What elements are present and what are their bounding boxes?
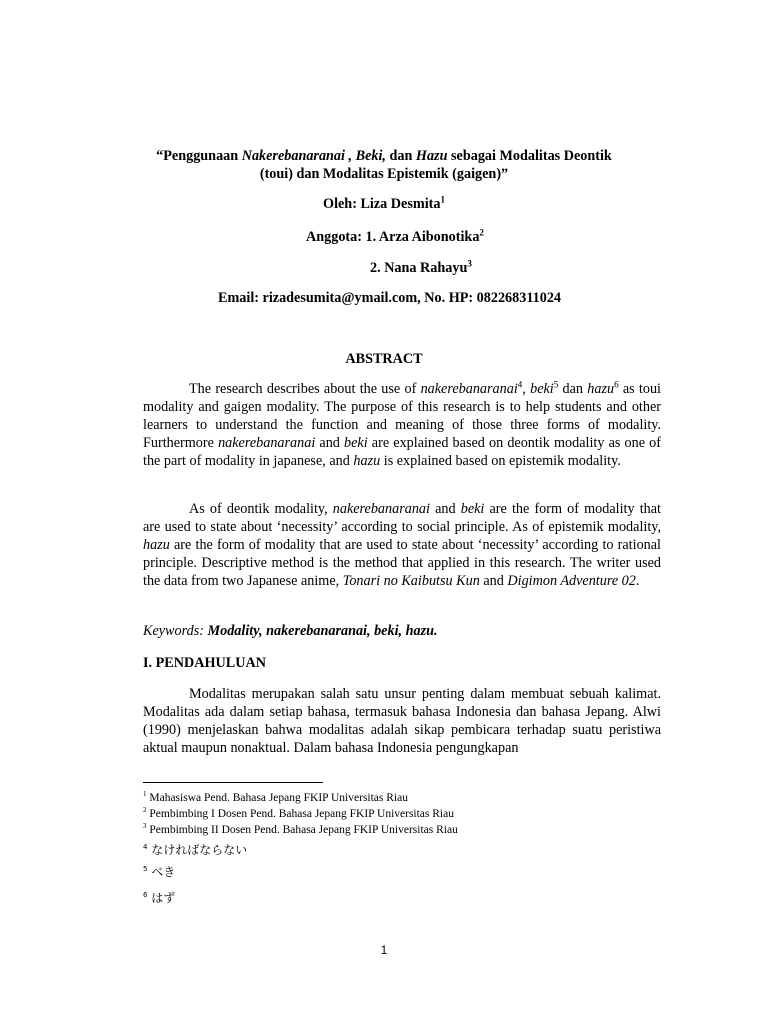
anime-title-2: Digimon Adventure 02	[507, 573, 636, 589]
term-hazu: hazu	[143, 537, 170, 553]
member-1-footnote-ref: 2	[479, 227, 484, 238]
text-run: and	[429, 501, 461, 517]
footnote-text: なければならない	[147, 843, 248, 857]
term-nakerebanaranai: nakerebanaranai	[332, 501, 430, 517]
author-line	[0, 195, 768, 213]
term-nakerebanaranai: nakerebanaranai	[420, 381, 518, 397]
footnote-text: Pembimbing I Dosen Pend. Bahasa Jepang FKIP Universitas Riau	[146, 808, 454, 820]
term-hazu: hazu	[587, 381, 615, 397]
keywords-line	[143, 622, 438, 640]
footnote-3	[143, 823, 458, 837]
abstract-heading: ABSTRACT	[345, 351, 423, 367]
page-number: 1	[380, 943, 388, 957]
title-text: dan	[385, 148, 416, 164]
title-text: sebagai Modalitas Deontik	[447, 148, 612, 164]
title-line-2: (toui) dan Modalitas Epistemik (gaigen)”	[259, 166, 509, 182]
intro-paragraph: Modalitas merupakan salah satu unsur penting dalam membuat sebuah kalimat. Modalitas ada dalam setiap bahasa, termasuk bahasa Indonesia dan bahasa Jepang. Alwi (1990) menjelaskan bahwa modalitas adalah sikap pembicara terhadap suatu peristiwa aktual maupun nonaktual. Dalam bahasa Indonesia pengungkapan	[143, 686, 661, 756]
footnote-number: 6	[143, 891, 148, 899]
paper-title	[0, 147, 768, 183]
title-italic-hazu: Hazu	[415, 148, 448, 164]
term-beki: beki	[530, 381, 554, 397]
footnote-text: Mahasiswa Pend. Bahasa Jepang FKIP Universitas Riau	[146, 792, 408, 804]
contact-line: Email: rizadesumita@ymail.com, No. HP: 082268311024	[218, 290, 562, 306]
footnote-6	[143, 891, 175, 905]
title-italic-terms: Nakerebanaranai , Beki,	[241, 148, 386, 164]
keywords-value: Modality, nakerebanaranai, beki, hazu.	[207, 623, 438, 639]
member-2: 2. Nana Rahayu	[370, 260, 468, 276]
text-run: dan	[558, 381, 588, 397]
text-run: is explained based on epistemik modality.	[380, 453, 621, 469]
anime-title-1: Tonari no Kaibutsu Kun	[342, 573, 480, 589]
text-run: As of deontik modality,	[189, 501, 333, 517]
abstract-paragraph-1	[143, 380, 661, 470]
text-run: ,	[522, 381, 531, 397]
footnote-4	[143, 843, 247, 857]
footnote-text: べき	[147, 865, 176, 879]
text-run: as toui modality and gaigen modality. The purpose of this research is to help students and other learners to understand the function and meaning of those three forms of modality. Furthermore	[143, 381, 662, 451]
term-beki: beki	[460, 501, 485, 517]
members-line-1	[306, 228, 484, 246]
term-beki: beki	[344, 435, 368, 451]
abstract-paragraph-2	[143, 500, 661, 590]
footnote-ref: 5	[553, 379, 559, 390]
text-run: are the form of modality that are used to state about ‘necessity’ according to social principle. As of epistemik modality,	[143, 501, 661, 535]
section-heading: I. PENDAHULUAN	[143, 655, 266, 671]
footnote-number: 5	[143, 865, 148, 873]
footnote-text: Pembimbing II Dosen Pend. Bahasa Jepang FKIP Universitas Riau	[146, 824, 458, 836]
keywords-label: Keywords:	[143, 623, 204, 639]
footnote-number: 1	[143, 790, 147, 799]
members-line-2	[370, 259, 472, 277]
footnote-2	[143, 807, 454, 821]
text-run: and	[479, 573, 508, 589]
footnote-ref: 6	[614, 379, 619, 390]
footnote-divider	[143, 782, 323, 783]
title-text: “Penggunaan	[156, 148, 242, 164]
footnote-number: 3	[143, 822, 147, 831]
text-run: and	[315, 435, 345, 451]
term-hazu: hazu	[353, 453, 381, 469]
term-nakerebanaranai: nakerebanaranai	[218, 435, 316, 451]
author-name: Oleh: Liza Desmita	[323, 196, 441, 212]
footnote-1	[143, 791, 408, 805]
footnote-number: 4	[143, 843, 148, 851]
text-run: The research describes about the use of	[189, 381, 421, 397]
footnote-5	[143, 865, 175, 879]
author-footnote-ref: 1	[440, 194, 445, 205]
footnote-ref: 4	[517, 379, 523, 390]
member-1: Anggota: 1. Arza Aibonotika	[306, 229, 480, 245]
member-2-footnote-ref: 3	[467, 258, 472, 269]
text-run: .	[635, 573, 640, 589]
footnote-number: 2	[143, 806, 147, 815]
footnote-text: はず	[147, 891, 176, 905]
text-run: are explained based on deontik modality as one of the part of modality in japanese, and	[143, 435, 661, 469]
text-run: are the form of modality that are used to state about ‘necessity’ according to rational principle. Descriptive method is the method that applied in this research. The writer used the data from two Japanese anime,	[143, 537, 661, 589]
